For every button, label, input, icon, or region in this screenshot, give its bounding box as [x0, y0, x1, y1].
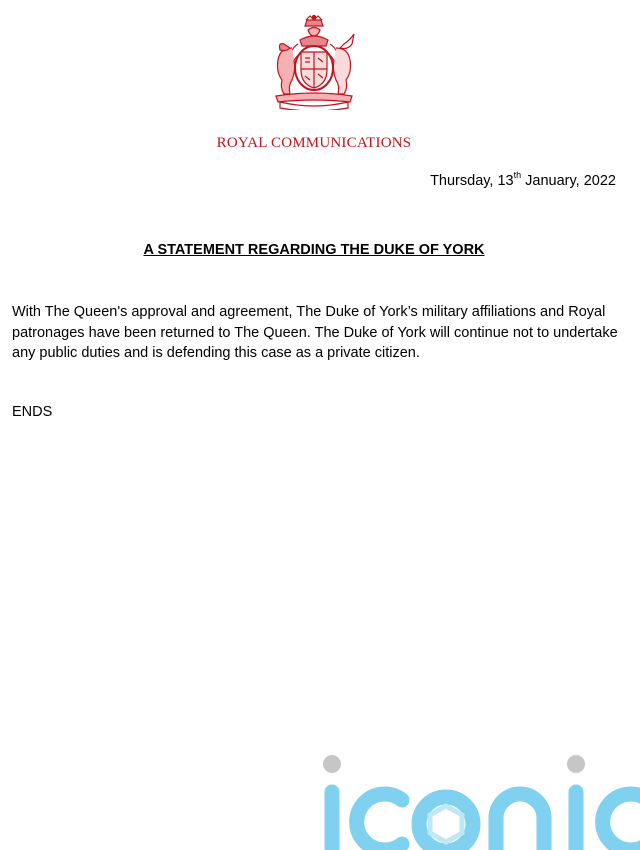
date-month-year: January, 2022 — [521, 173, 616, 189]
date-day: Thursday, 13 — [430, 173, 514, 189]
royal-crest-icon — [262, 14, 366, 110]
iconic-watermark-logo — [318, 748, 640, 850]
ends-marker: ENDS — [12, 404, 53, 420]
organization-name: ROYAL COMMUNICATIONS — [216, 135, 412, 151]
statement-body: With The Queen's approval and agreement, The Duke of York’s military affiliations and Royal patronages have been returned to The Queen. The Duke of York will continue not to undertake any public duties and is defending this case as a private citizen. — [12, 304, 618, 361]
release-date — [430, 170, 616, 189]
statement-heading: A STATEMENT REGARDING THE DUKE OF YORK — [143, 242, 485, 258]
date-suffix: th — [513, 170, 522, 181]
